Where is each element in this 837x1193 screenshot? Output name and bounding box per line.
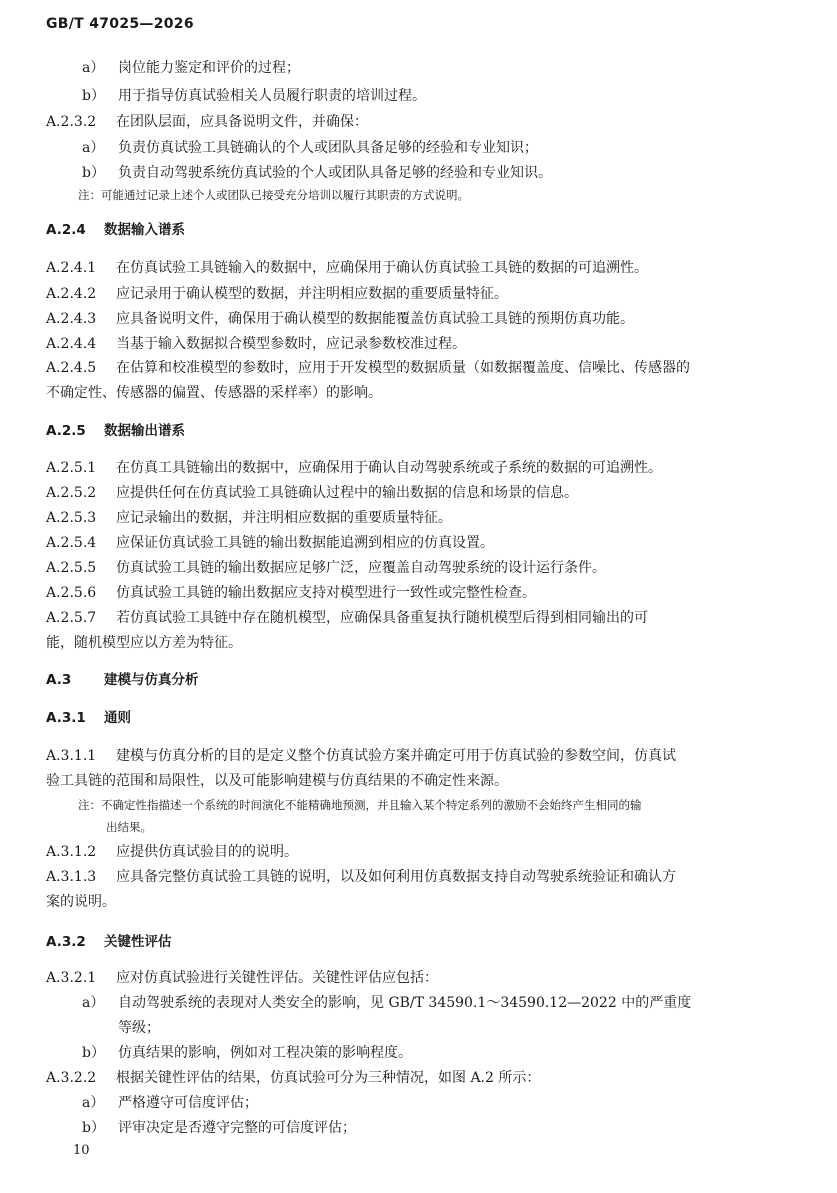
text-line <box>46 1068 794 1088</box>
text-line <box>46 608 794 628</box>
text-line <box>46 558 794 578</box>
line-text: 在团队层面，应具备说明文件，并确保： <box>116 114 368 130</box>
text-line <box>82 1043 794 1063</box>
line-text: 根据关键性评估的结果，仿真试验可分为三种情况，如图 A.2 所示： <box>116 1070 541 1086</box>
item-label: a） <box>82 140 105 156</box>
text-line <box>46 383 794 403</box>
item-label: b） <box>82 1120 105 1136</box>
line-text: 在仿真工具链输出的数据中，应确保用于确认自动驾驶系统或子系统的数据的可追溯性。 <box>116 460 662 476</box>
clause-number: A.2.5.5 <box>46 560 97 576</box>
line-text: 建模与仿真分析的目的是定义整个仿真试验方案并确定可用于仿真试验的参数空间，仿真试 <box>116 748 676 764</box>
clause-number: A.2.3.2 <box>46 114 97 130</box>
text-line <box>118 1018 794 1038</box>
line-text: 不确定性、传感器的偏置、传感器的采样率）的影响。 <box>46 385 382 401</box>
text-line <box>46 892 794 912</box>
line-text: 岗位能力鉴定和评价的过程； <box>118 60 300 76</box>
page-number: 10 <box>73 1143 90 1158</box>
clause-number: A.2.5.3 <box>46 510 97 526</box>
line-text: 验工具链的范围和局限性，以及可能影响建模与仿真结果的不确定性来源。 <box>46 773 508 789</box>
clause-number: A.2.5.7 <box>46 610 97 626</box>
line-text: 等级； <box>118 1020 160 1036</box>
section-number: A.2.5 <box>46 423 86 439</box>
line-text: 仿真结果的影响，例如对工程决策的影响程度。 <box>118 1045 412 1061</box>
line-text: 当基于输入数据拟合模型参数时，应记录参数校准过程。 <box>116 336 466 352</box>
line-text: 应提供任何在仿真试验工具链确认过程中的输出数据的信息和场景的信息。 <box>116 485 578 501</box>
section-number: A.3.1 <box>46 710 86 726</box>
clause-number: A.2.4.1 <box>46 260 97 276</box>
section-title: 数据输入谱系 <box>104 222 185 238</box>
text-line <box>82 86 794 106</box>
standard-header: GB/T 47025—2026 <box>46 16 194 32</box>
line-text: 若仿真试验工具链中存在随机模型，应确保具备重复执行随机模型后得到相同输出的可 <box>116 610 648 626</box>
text-line <box>46 633 794 653</box>
line-text: 评审决定是否遵守完整的可信度评估； <box>118 1120 356 1136</box>
item-label: b） <box>82 1045 105 1061</box>
line-text: 在仿真试验工具链输入的数据中，应确保用于确认仿真试验工具链的数据的可追溯性。 <box>116 260 648 276</box>
section-number: A.3 <box>46 672 72 688</box>
section-number: A.2.4 <box>46 222 86 238</box>
clause-number: A.3.1.1 <box>46 748 97 764</box>
line-text: 仿真试验工具链的输出数据应足够广泛，应覆盖自动驾驶系统的设计运行条件。 <box>116 560 606 576</box>
line-text: 在估算和校准模型的参数时，应用于开发模型的数据质量（如数据覆盖度、信噪比、传感器的 <box>116 360 690 376</box>
text-line <box>82 1093 794 1113</box>
clause-number: A.2.5.6 <box>46 585 97 601</box>
text-line <box>46 358 794 378</box>
section-number: A.3.2 <box>46 934 86 950</box>
line-text: 能，随机模型应以方差为特征。 <box>46 635 242 651</box>
clause-number: A.2.4.5 <box>46 360 97 376</box>
text-line <box>46 746 794 766</box>
line-text: 出结果。 <box>106 820 152 834</box>
item-label: b） <box>82 165 105 181</box>
text-line <box>46 284 794 304</box>
clause-number: A.2.5.1 <box>46 460 97 476</box>
item-label: a） <box>82 995 105 1011</box>
line-text: 应具备说明文件，确保用于确认模型的数据能覆盖仿真试验工具链的预期仿真功能。 <box>116 311 634 327</box>
line-text: 严格遵守可信度评估； <box>118 1095 258 1111</box>
section-heading <box>46 708 794 728</box>
section-title: 数据输出谱系 <box>104 423 185 439</box>
clause-number: A.3.2.1 <box>46 970 97 986</box>
text-line <box>46 771 794 791</box>
item-label: a） <box>82 60 105 76</box>
text-line <box>46 842 794 862</box>
clause-number: A.2.4.2 <box>46 286 97 302</box>
section-heading <box>46 220 794 240</box>
note-line <box>78 796 794 814</box>
line-text: 用于指导仿真试验相关人员履行职责的培训过程。 <box>118 88 426 104</box>
section-heading <box>46 670 794 690</box>
line-text: 注：不确定性指描述一个系统的时间演化不能精确地预测，并且输入某个特定系列的激励不会始终产生相同的输 <box>78 798 642 812</box>
section-heading <box>46 421 794 441</box>
section-heading <box>46 932 794 952</box>
text-line <box>82 1118 794 1138</box>
line-text: 自动驾驶系统的表现对人类安全的影响，见 GB/T 34590.1～34590.12—2022 中的严重度 <box>118 995 692 1011</box>
line-text: 案的说明。 <box>46 894 116 910</box>
text-line <box>46 583 794 603</box>
text-line <box>46 867 794 887</box>
line-text: 应具备完整仿真试验工具链的说明，以及如何利用仿真数据支持自动驾驶系统验证和确认方 <box>116 869 676 885</box>
text-line <box>46 258 794 278</box>
clause-number: A.3.1.3 <box>46 869 97 885</box>
text-line <box>46 508 794 528</box>
text-line <box>46 533 794 553</box>
line-text: 应提供仿真试验目的的说明。 <box>116 844 298 860</box>
clause-number: A.2.5.4 <box>46 535 97 551</box>
text-line <box>46 968 794 988</box>
line-text: 负责仿真试验工具链确认的个人或团队具备足够的经验和专业知识； <box>118 140 538 156</box>
text-line <box>46 112 794 132</box>
clause-number: A.3.1.2 <box>46 844 97 860</box>
line-text: 负责自动驾驶系统仿真试验的个人或团队具备足够的经验和专业知识。 <box>118 165 552 181</box>
text-line <box>82 138 794 158</box>
text-line <box>46 483 794 503</box>
line-text: 仿真试验工具链的输出数据应支持对模型进行一致性或完整性检查。 <box>116 585 536 601</box>
line-text: 注：可能通过记录上述个人或团队已接受充分培训以履行其职责的方式说明。 <box>78 188 469 202</box>
line-text: 应记录用于确认模型的数据，并注明相应数据的重要质量特征。 <box>116 286 508 302</box>
clause-number: A.3.2.2 <box>46 1070 97 1086</box>
clause-number: A.2.4.3 <box>46 311 97 327</box>
section-title: 关键性评估 <box>104 934 172 950</box>
note-line <box>78 186 794 204</box>
clause-number: A.2.4.4 <box>46 336 97 352</box>
section-title: 建模与仿真分析 <box>104 672 199 688</box>
clause-number: A.2.5.2 <box>46 485 97 501</box>
text-line <box>46 309 794 329</box>
line-text: 应记录输出的数据，并注明相应数据的重要质量特征。 <box>116 510 452 526</box>
text-line <box>82 163 794 183</box>
note-line <box>106 818 794 836</box>
text-line <box>82 993 794 1013</box>
text-line <box>82 58 794 78</box>
item-label: b） <box>82 88 105 104</box>
text-line <box>46 334 794 354</box>
item-label: a） <box>82 1095 105 1111</box>
section-title: 通则 <box>104 710 131 726</box>
text-line <box>46 458 794 478</box>
line-text: 应对仿真试验进行关键性评估。关键性评估应包括： <box>116 970 438 986</box>
line-text: 应保证仿真试验工具链的输出数据能追溯到相应的仿真设置。 <box>116 535 494 551</box>
